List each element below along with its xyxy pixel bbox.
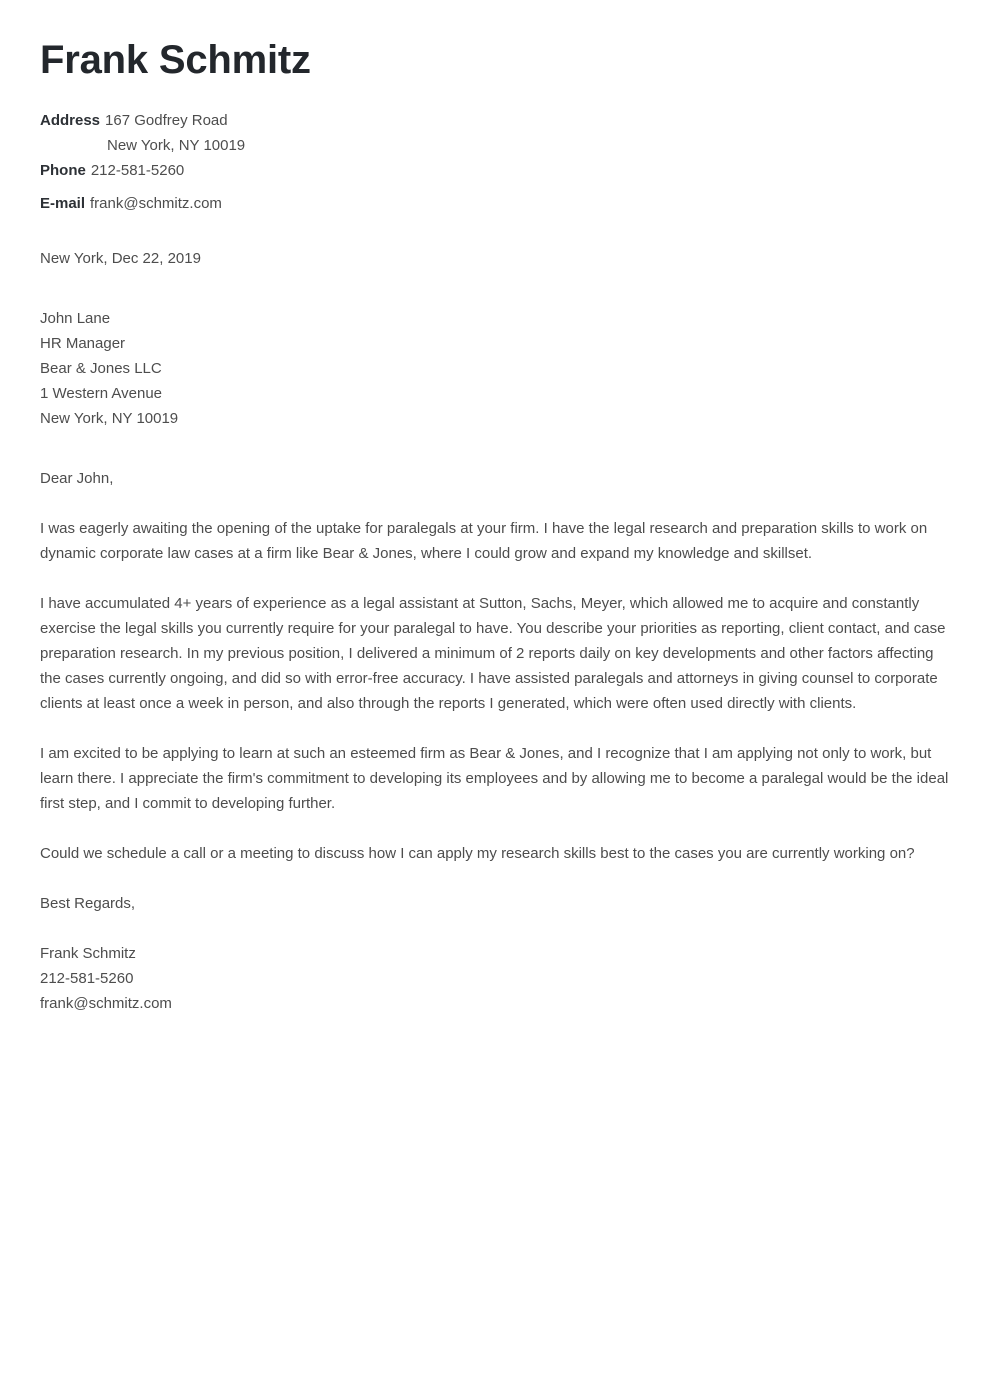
signature-line-email: frank@schmitz.com [40, 995, 172, 1012]
letter-paragraph-4: Could we schedule a call or a meeting to discuss how I can apply my research skills best to the cases you are currently working on? [40, 845, 915, 862]
letter-date: New York, Dec 22, 2019 [40, 250, 201, 267]
recipient-line-company: Bear & Jones LLC [40, 360, 162, 377]
contact-value-phone: 212-581-5260 [90, 162, 185, 179]
contact-row-phone [40, 158, 950, 183]
contact-label-phone: Phone [40, 162, 86, 179]
signature-block [40, 941, 950, 1016]
signature-line-name: Frank Schmitz [40, 945, 136, 962]
letter-header [40, 0, 950, 84]
contact-value-email: frank@schmitz.com [90, 195, 222, 212]
page-title: Frank Schmitz [40, 38, 311, 82]
recipient-line-street: 1 Western Avenue [40, 385, 163, 402]
letter-paragraph-1: I was eagerly awaiting the opening of the uptake for paralegals at your firm. I have the legal research and preparation skills to work on dynamic corporate law cases at a firm like Bear & Jones, where I could grow and expand my knowledge and skillset. [40, 520, 928, 562]
letter-paragraph-2: I have accumulated 4+ years of experience as a legal assistant at Sutton, Sachs, Meyer, which allowed me to acquire and constantly exercise the legal skills you currently require for your paralegal to have. You describe your priorities as reporting, client contact, and case preparation research. In my previous position, I delivered a minimum of 2 reports daily on key developments and other factors affecting the cases currently ongoing, and did so with error-free accuracy. I have assisted paralegals and attorneys in giving counsel to corporate clients at least once a week in person, and also through the reports I generated, which were often used directly with clients. [40, 595, 946, 712]
signature-line-phone: 212-581-5260 [40, 970, 134, 987]
contact-value-address-line2: New York, NY 10019 [107, 137, 246, 154]
recipient-line-name: John Lane [40, 310, 111, 327]
recipient-line-city: New York, NY 10019 [40, 410, 179, 427]
contact-value-address-line1: 167 Godfrey Road [105, 112, 228, 129]
letter-salutation: Dear John, [40, 470, 114, 487]
contact-row-email [40, 191, 950, 216]
contact-row-address [40, 108, 950, 133]
contact-label-email: E-mail [40, 195, 86, 212]
contact-details-block [40, 108, 950, 216]
recipient-address-block [40, 306, 950, 431]
recipient-line-title: HR Manager [40, 335, 126, 352]
letter-signoff: Best Regards, [40, 895, 136, 912]
letter-paragraph-3: I am excited to be applying to learn at such an esteemed firm as Bear & Jones, and I recognize that I am applying not only to work, but learn there. I appreciate the firm's commitment to developing its employees and by allowing me to become a paralegal would be the ideal first step, and I commit to developing further. [40, 745, 949, 812]
contact-label-address: Address [40, 112, 101, 129]
